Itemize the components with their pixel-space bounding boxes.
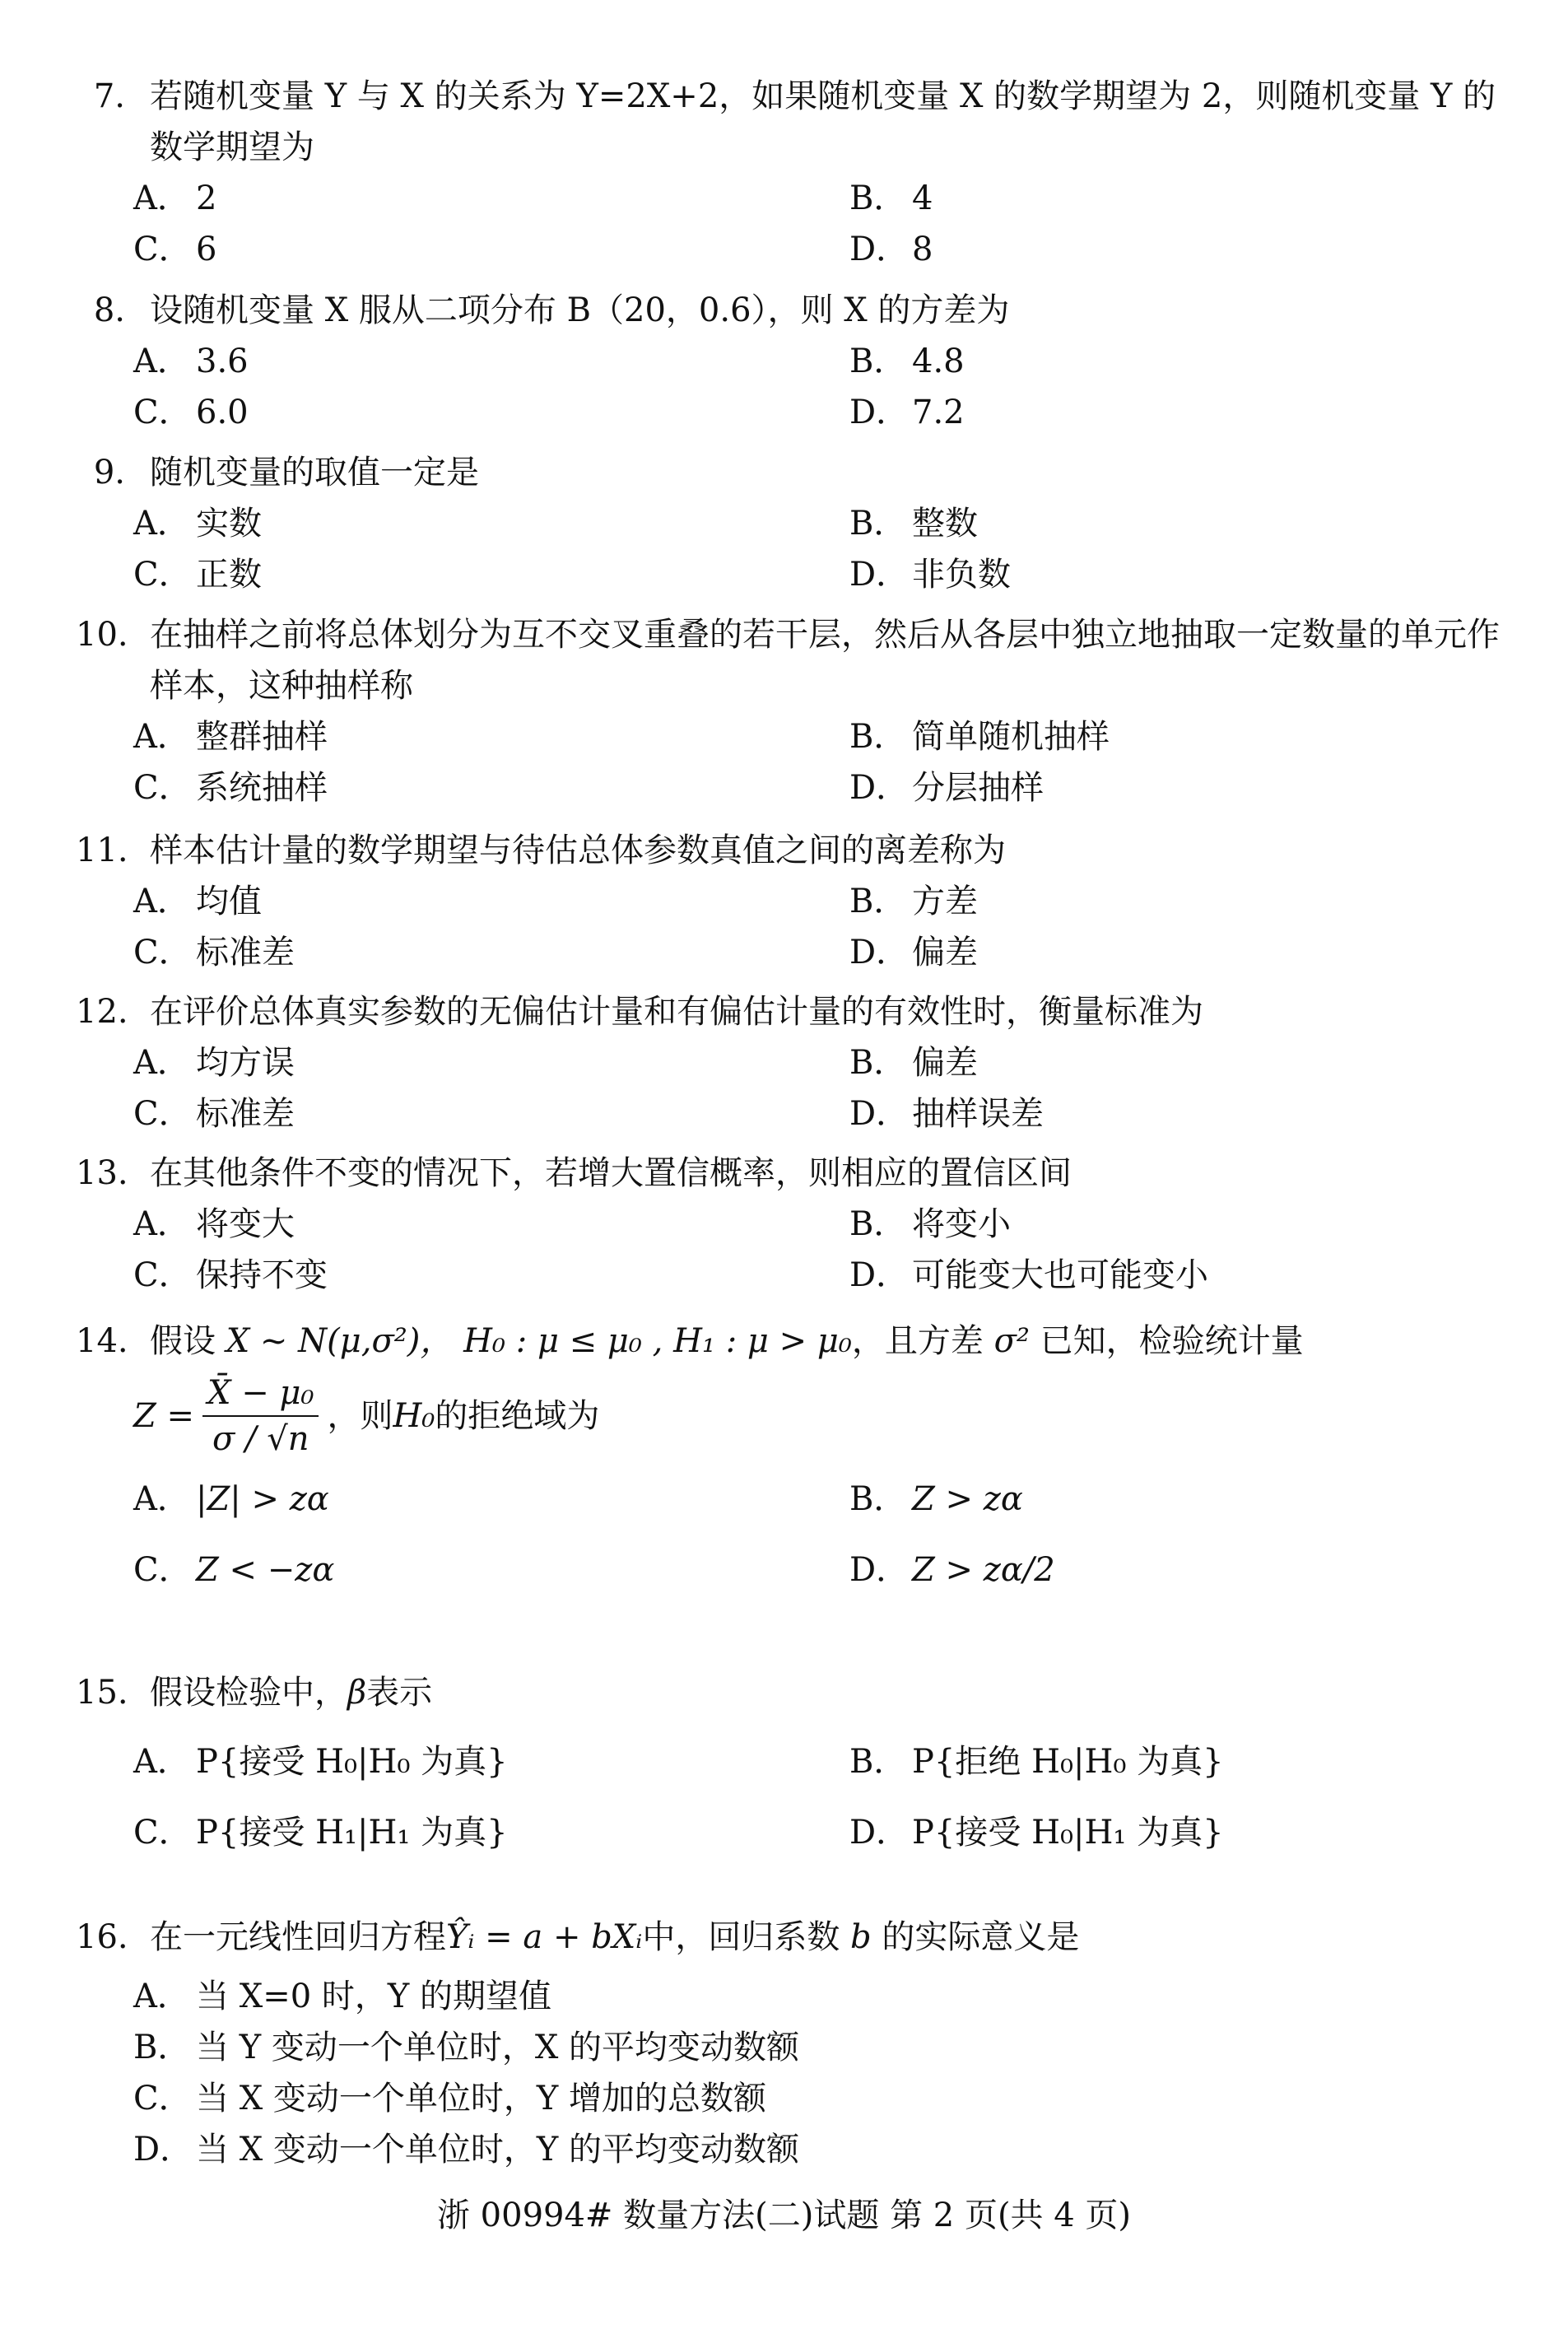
question-16 [76, 1912, 1500, 2175]
question-stem: 在评价总体真实参数的无偏估计量和有偏估计量的有效性时，衡量标准为 [150, 993, 1203, 1031]
option-a: A ． 整群抽样 [133, 711, 849, 762]
option-b: B ． 将变小 [849, 1199, 1491, 1250]
question-13 [76, 1148, 1500, 1301]
question-14 [76, 1316, 1500, 1605]
option-b: B ． P{拒绝 H₀|H₀ 为真} [849, 1726, 1491, 1797]
option-d: D ． 抽样误差 [849, 1088, 1491, 1139]
option-b: B ． 方差 [849, 876, 1491, 927]
question-stem: 在一元线性回归方程Ŷᵢ = a + bXᵢ中，回归系数 b 的实际意义是 [150, 1918, 1080, 1956]
option-c: C ． 标准差 [133, 927, 849, 978]
question-number: 15 . [76, 1667, 135, 1718]
question-number: 7 . [76, 71, 135, 173]
option-a: A ． 2 [133, 173, 849, 224]
question-12 [76, 986, 1500, 1139]
option-d: D ． 分层抽样 [849, 762, 1491, 813]
question-number: 8 . [76, 285, 135, 336]
option-d: D ． Z > zα/2 [849, 1535, 1491, 1605]
option-a: A ． 均方误 [133, 1037, 849, 1088]
question-number: 14 . [76, 1316, 135, 1367]
fraction-denominator: σ / √n [212, 1420, 309, 1458]
option-d: D ． 非负数 [849, 549, 1491, 600]
option-b: B ． 偏差 [849, 1037, 1491, 1088]
page-footer: 浙 00994# 数量方法(二)试题 第 2 页(共 4 页) [436, 2197, 1132, 2234]
question-7 [76, 71, 1500, 275]
option-d: D ． 偏差 [849, 927, 1491, 978]
beta-symbol: β [347, 1674, 367, 1712]
question-number: 13 . [76, 1148, 135, 1199]
option-a: A ． |Z| > zα [133, 1464, 849, 1535]
option-c: C ． 6 [133, 224, 849, 275]
option-b: B ． 4.8 [849, 336, 1491, 387]
option-c: C ． 当 X 变动一个单位时，Y 增加的总数额 [133, 2073, 1491, 2124]
question-number: 11 . [76, 825, 135, 876]
question-stem: 随机变量的取值一定是 [150, 454, 479, 491]
option-b: B ． 简单随机抽样 [849, 711, 1491, 762]
option-b: B ． 整数 [849, 498, 1491, 549]
regression-equation: Ŷᵢ = a + bXᵢ [446, 1918, 643, 1956]
option-c: C ． 6.0 [133, 387, 849, 438]
option-a: A ． 将变大 [133, 1199, 849, 1250]
fraction [202, 1371, 319, 1461]
sigma-squared: σ² [993, 1322, 1030, 1360]
option-b: B ． Z > zα [849, 1464, 1491, 1535]
question-8 [76, 285, 1500, 438]
question-10 [76, 609, 1500, 813]
question-number: 9 . [76, 447, 135, 498]
question-stem: 在抽样之前将总体划分为互不交叉重叠的若干层，然后从各层中独立地抽取一定数量的单元作样本，这种抽样称 [150, 616, 1500, 705]
option-d: D ． 当 X 变动一个单位时，Y 的平均变动数额 [133, 2124, 1491, 2175]
option-c: C ． P{接受 H₁|H₁ 为真} [133, 1797, 849, 1868]
question-stem: 假设检验中，β表示 [150, 1674, 433, 1712]
option-d: D ． 8 [849, 224, 1491, 275]
option-c: C ． 标准差 [133, 1088, 849, 1139]
question-9 [76, 447, 1500, 600]
option-d: D ． P{接受 H₀|H₁ 为真} [849, 1797, 1491, 1868]
option-c: C ． Z < −zα [133, 1535, 849, 1605]
option-c: C ． 保持不变 [133, 1250, 849, 1301]
question-11 [76, 825, 1500, 978]
question-15 [76, 1667, 1500, 1868]
question-number: 10 . [76, 609, 135, 711]
option-c: C ． 正数 [133, 549, 849, 600]
option-a: A ． 3.6 [133, 336, 849, 387]
option-b: B ． 4 [849, 173, 1491, 224]
option-a: A ． P{接受 H₀|H₀ 为真} [133, 1726, 849, 1797]
option-a: A ． 均值 [133, 876, 849, 927]
question-number: 16 . [76, 1912, 135, 1963]
question-number: 12 . [76, 986, 135, 1037]
option-c: C ． 系统抽样 [133, 762, 849, 813]
test-statistic-formula: Z = $\frac{\text{X̄ − μ₀}}{\sigma / √n}$ ，则 H₀ 的拒绝域为 [133, 1378, 1500, 1454]
hypotheses-formula: H₀ : μ ≤ μ₀ , H₁ : μ > μ₀ [463, 1322, 852, 1360]
option-b: B ． 当 Y 变动一个单位时，X 的平均变动数额 [133, 2022, 1491, 2073]
fraction-numerator: X̄ − μ₀ [202, 1371, 319, 1417]
question-stem: 若随机变量 Y 与 X 的关系为 Y=2X+2，如果随机变量 X 的数学期望为 2，则随机变量 Y 的数学期望为 [150, 77, 1496, 166]
option-a: A ． 实数 [133, 498, 849, 549]
question-stem: 假设 X ~ N(μ,σ²)， H₀ : μ ≤ μ₀ , H₁ : μ > μ₀，且方差 σ² 已知，检验统计量 [150, 1322, 1304, 1360]
option-a: A ． 当 X=0 时，Y 的期望值 [133, 1971, 1491, 2022]
distribution-formula: X ~ N(μ,σ²)， [226, 1322, 454, 1360]
regression-coefficient: b [850, 1918, 872, 1956]
question-stem: 在其他条件不变的情况下，若增大置信概率，则相应的置信区间 [150, 1154, 1072, 1192]
question-stem: 样本估计量的数学期望与待估总体参数真值之间的离差称为 [150, 832, 1006, 869]
option-d: D ． 可能变大也可能变小 [849, 1250, 1491, 1301]
option-d: D ． 7.2 [849, 387, 1491, 438]
question-stem: 设随机变量 X 服从二项分布 B（20，0.6），则 X 的方差为 [150, 291, 1010, 329]
